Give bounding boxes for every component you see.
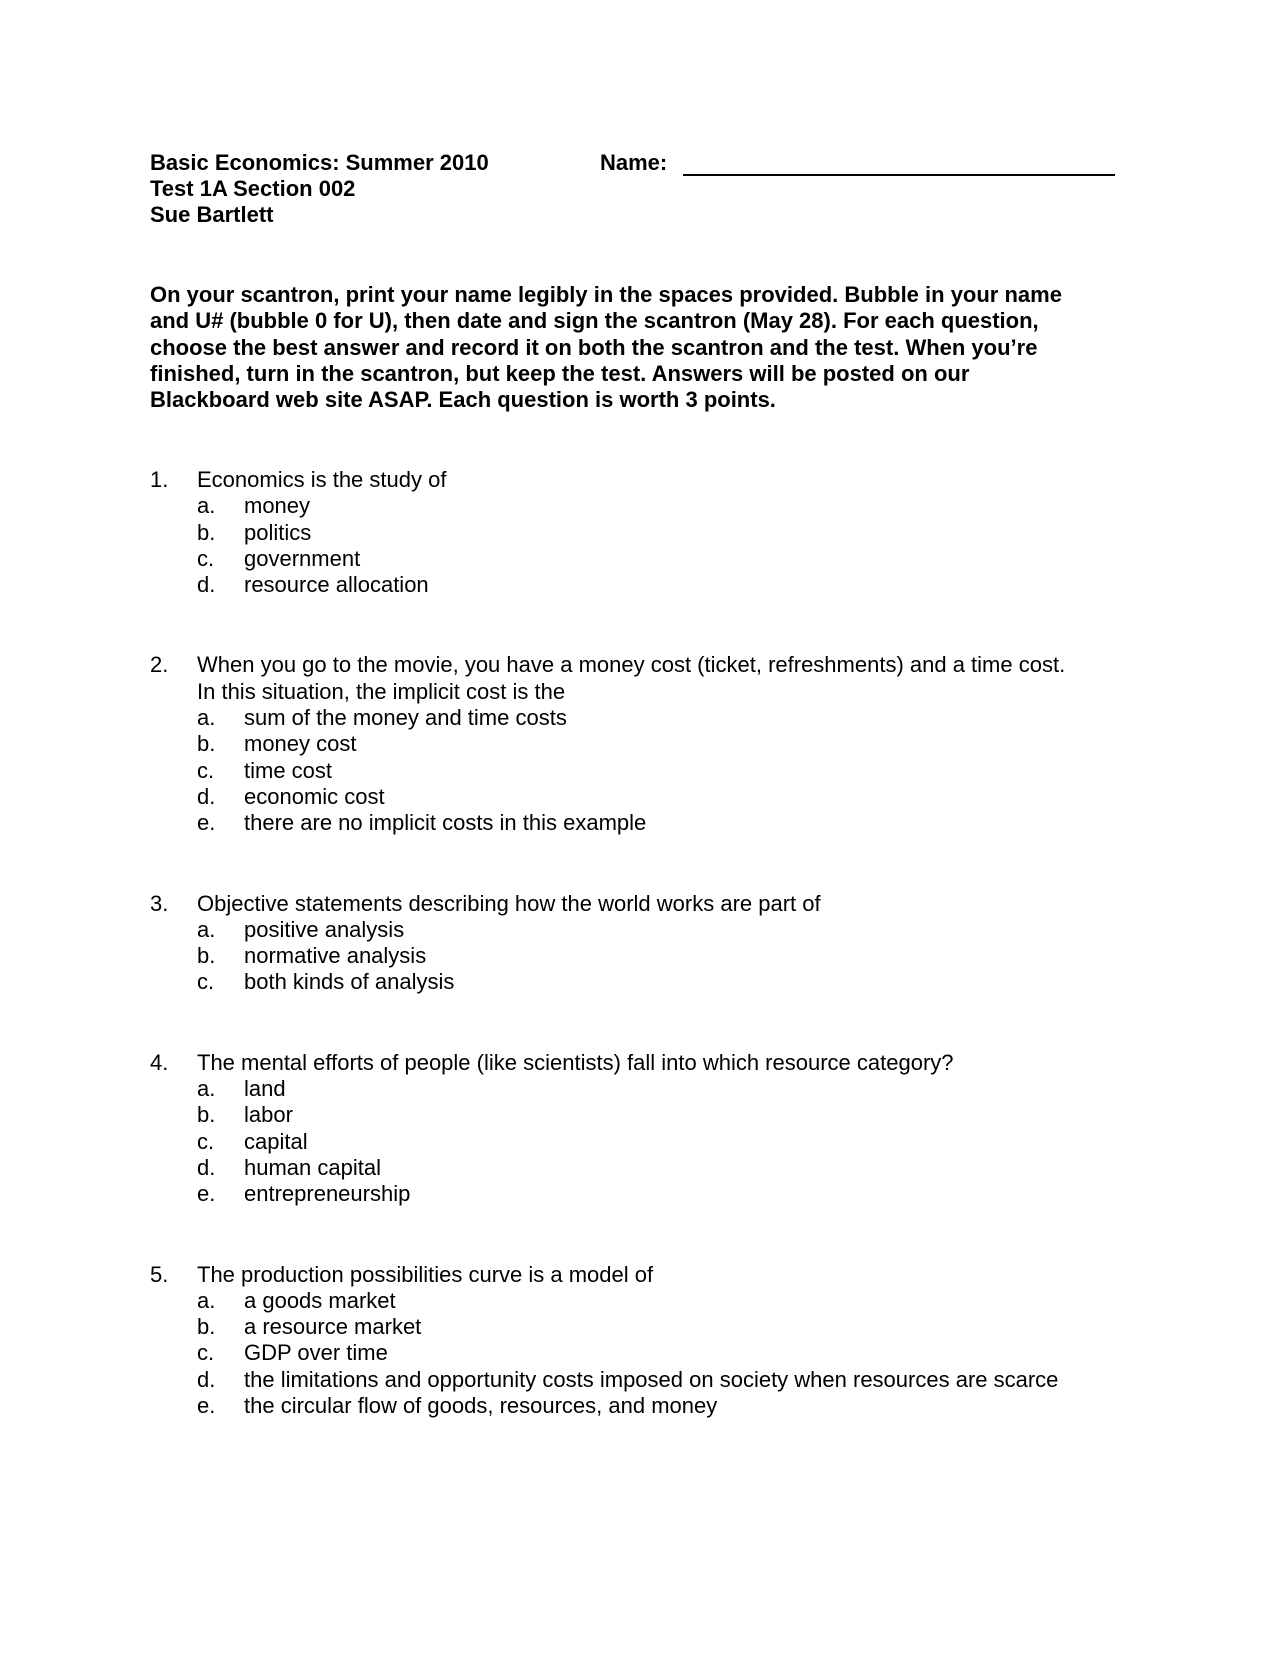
answer-option	[150, 1181, 1150, 1207]
option-text: the circular flow of goods, resources, and money	[244, 1393, 718, 1419]
option-letter: b.	[197, 731, 216, 757]
question-2	[150, 652, 1150, 836]
question-text: The mental efforts of people (like scientists) fall into which resource category?	[197, 1049, 954, 1075]
answer-option	[150, 1288, 1150, 1314]
question-number: 5.	[150, 1261, 169, 1287]
answer-option	[150, 572, 1150, 598]
option-text: economic cost	[244, 783, 385, 809]
option-letter: d.	[197, 1154, 216, 1180]
question-text: Economics is the study of	[197, 467, 447, 492]
option-text: both kinds of analysis	[244, 969, 455, 995]
answer-option	[150, 784, 1150, 810]
name-label: Name:	[600, 150, 668, 175]
option-letter: d.	[197, 783, 216, 809]
option-letter: c.	[197, 969, 215, 995]
option-letter: a.	[197, 1076, 216, 1102]
option-letter: b.	[197, 943, 216, 969]
question-number: 3.	[150, 890, 169, 916]
option-text: resource allocation	[244, 572, 429, 598]
option-letter: a.	[197, 916, 216, 942]
answer-option	[150, 1076, 1150, 1102]
answer-option	[150, 546, 1150, 572]
option-text: the limitations and opportunity costs imposed on society when resources are scarce	[244, 1366, 1059, 1392]
option-text: entrepreneurship	[244, 1181, 411, 1207]
answer-option	[150, 943, 1150, 969]
answer-option	[150, 810, 1150, 836]
option-text: time cost	[244, 757, 333, 783]
option-text: government	[244, 545, 361, 571]
answer-option	[150, 1155, 1150, 1181]
name-blank-line	[683, 154, 1115, 176]
answer-option	[150, 1393, 1150, 1419]
option-letter: e.	[197, 810, 216, 836]
option-text: GDP over time	[244, 1340, 388, 1366]
option-letter: c.	[197, 545, 215, 571]
answer-option	[150, 731, 1150, 757]
answer-option	[150, 1314, 1150, 1340]
answer-option	[150, 705, 1150, 731]
option-letter: c.	[197, 1128, 215, 1154]
option-text: land	[244, 1076, 286, 1102]
option-letter: e.	[197, 1393, 216, 1419]
option-letter: b.	[197, 1102, 216, 1128]
option-letter: a.	[197, 1287, 216, 1313]
option-text: positive analysis	[244, 916, 405, 942]
answer-option	[150, 917, 1150, 943]
option-text: a resource market	[244, 1314, 422, 1340]
answer-option	[150, 969, 1150, 995]
question-number: 1.	[150, 467, 169, 492]
answer-option	[150, 1129, 1150, 1155]
question-3	[150, 891, 1150, 996]
option-text: money cost	[244, 731, 357, 757]
answer-option	[150, 520, 1150, 546]
course-title: Basic Economics: Summer 2010	[150, 150, 489, 175]
answer-option	[150, 1102, 1150, 1128]
option-text: normative analysis	[244, 943, 427, 969]
answer-option	[150, 1367, 1150, 1393]
option-text: money	[244, 493, 311, 519]
question-number: 2.	[150, 652, 169, 678]
option-text: there are no implicit costs in this example	[244, 810, 647, 836]
question-list	[150, 467, 1150, 1473]
option-letter: a.	[197, 705, 216, 731]
option-letter: c.	[197, 757, 215, 783]
option-letter: b.	[197, 519, 216, 545]
instructions: On your scantron, print your name legibly in the spaces provided. Bubble in your name and U# (bubble 0 for U), then date and sign the scantron (May 28). For each question, choose the best answer and record it on both the scantron and the test. When you’re finished, turn in the scantron, but keep the test. Answers will be posted on our Blackboard web site ASAP. Each question is worth 3 points.	[150, 282, 1062, 413]
option-text: a goods market	[244, 1287, 396, 1313]
answer-option	[150, 1340, 1150, 1366]
option-text: sum of the money and time costs	[244, 705, 567, 731]
exam-header	[150, 150, 489, 228]
question-number: 4.	[150, 1049, 169, 1075]
question-text: When you go to the movie, you have a money cost (ticket, refreshments) and a time cost. In this situation, the implicit cost is the	[197, 652, 1066, 704]
question-text: The production possibilities curve is a model of	[197, 1261, 654, 1287]
option-letter: e.	[197, 1181, 216, 1207]
option-text: human capital	[244, 1154, 381, 1180]
answer-option	[150, 493, 1150, 519]
question-text: Objective statements describing how the world works are part of	[197, 890, 821, 916]
instructor-name: Sue Bartlett	[150, 202, 274, 227]
question-1	[150, 467, 1150, 598]
option-letter: a.	[197, 493, 216, 519]
test-section: Test 1A Section 002	[150, 176, 356, 201]
option-text: capital	[244, 1128, 308, 1154]
name-field	[600, 150, 1115, 176]
question-5	[150, 1262, 1150, 1420]
answer-option	[150, 758, 1150, 784]
option-letter: c.	[197, 1340, 215, 1366]
option-text: labor	[244, 1102, 293, 1128]
option-letter: d.	[197, 1366, 216, 1392]
question-4	[150, 1050, 1150, 1208]
option-letter: b.	[197, 1314, 216, 1340]
option-letter: d.	[197, 572, 216, 598]
option-text: politics	[244, 519, 312, 545]
